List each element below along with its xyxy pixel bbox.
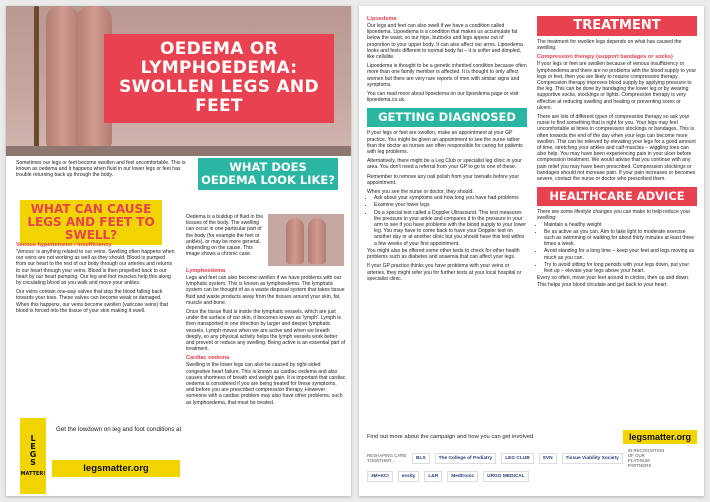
compression-paragraph-2: There are lots of different types of compression therapy so ask your nurse to find something that is right for you. Your legs may feel uncomfortable at times in compression stockings or bandages. This is often towards the end of the day when your legs can become more swollen. This can be relieved by elevating your legs for a good amount of time, stretching your ankles and calf muscles – wiggling toes can also help. You may have been experiencing pain in your ulcer before compression treatment. We would advise that you continue with any pain relief you may have been prescribed. Compression stockings or bandages should not increase pain. If your pain increases or becomes severe, contact the nurse or doctor who prescribed them. — [537, 114, 696, 183]
partner-logo: Tissue Viability Society — [562, 453, 623, 464]
healthcare-heading: HEALTHCARE ADVICE — [537, 187, 697, 206]
photo-leg-right — [308, 218, 326, 264]
partner-logo: SVN — [539, 453, 557, 464]
logos-row1-label: RESHAPING CARE TOGETHER... — [367, 453, 407, 463]
diag-paragraph-1: If your legs or feet are swollen, make an appointment at your GP practice. You might be given an appointment to see the nurse rather than the doctor as nurses are often responsible for caring for patients with leg problems. — [367, 130, 523, 156]
causes-heading: WHAT CAN CAUSE LEGS AND FEET TO SWELL? — [20, 200, 162, 245]
lymph-paragraph-1: Legs and feet can also become swollen if we have problems with our lymphatic system. This is known as lymphoedema. The lymphatic system can be thought of as a waste disposal system that takes tissue fluid and waste products away from the tissues around your skin, fat, muscle and bone. — [186, 275, 345, 306]
partner-logos — [367, 448, 697, 482]
diag-paragraph-4: When you see the nurse or doctor, they should: — [367, 189, 474, 196]
look-heading: WHAT DOES OEDEMA LOOK LIKE? — [198, 158, 338, 190]
diag-paragraph-3: Remember to remove any nail polish from your toenails before your appointment. — [367, 173, 520, 186]
diag-paragraph-5: You might also be offered some other tests to check for other health problems such as diabetes and anaemia that can affect your legs. — [367, 247, 520, 261]
floor — [6, 146, 351, 156]
venous-title: Venous hypertension / insufficiency — [16, 242, 112, 248]
page-title: OEDEMA OR LYMPHOEDEMA: SWOLLEN LEGS AND FEET — [104, 34, 334, 123]
venous-paragraph-1: 'Venous' is anything related to our veins. Swelling often happens when our veins are not working as well as they should. Blood is pumped from our heart to the rest of our body through our arteries and returns to our heart through your veins. Blood is then propelled back to our heart by our heart pumping. Our leg and foot muscles help this along by circulating blood as you walk and move your ankles. — [16, 249, 175, 287]
right-column-1 — [367, 16, 527, 282]
hc-paragraph-2: Every so often, move your feet around in circles, then up and down. This helps your blood circulate and get back to your heart. — [537, 275, 690, 288]
diag-paragraph-2: Alternatively, there might be a Leg Club or specialist leg clinic in your area. You don't need a referral from your GP to go to one of these. — [367, 158, 522, 171]
footer-line — [367, 430, 697, 444]
right-column-2 — [537, 16, 697, 288]
vert-word: MATTER! — [20, 470, 46, 477]
cardiac-paragraph: Swelling in the lower legs can also be caused by right-sided congestive heart failure. This is known as cardiac oedema and also causes shortness of breath and weight gain. It is important that cardiac oedema is considered if you are being treated for these symptoms, and before you are prescribed compression therapy. However someone with a cardiac problem may also have other problems, such as lymphoedema, that must be treated. — [186, 362, 346, 406]
oedema-photo — [268, 214, 344, 266]
logos-row2-label: IN RECOGNITION OF OUR PLATINUM PARTNERS — [627, 448, 665, 468]
partner-logo: Medtronic — [447, 471, 478, 482]
partner-logo: essity — [398, 471, 420, 482]
list-item: • Examine your lower legs — [374, 202, 527, 208]
compression-paragraph-1: If your legs or feet are swollen because of venous insufficiency or lymphoedema and there are no problems with the blood supply to your legs or feet, then you are likely to require compression therapy. Compression therapy improves blood supply by applying pressure to the leg. This can be done by bandaging the lower leg or by wearing supportive socks, stockings or tights. Compression therapy is very effective at reducing swelling and healing or preventing sores or ulcers. — [537, 61, 697, 111]
lymph-column — [186, 268, 346, 406]
partner-logo: The College of Podiatry — [435, 453, 497, 464]
vert-letter: S — [30, 457, 36, 467]
partner-logo: 3M+KCI — [367, 471, 393, 482]
cardiac-title: Cardiac oedema — [186, 355, 230, 362]
diag-paragraph-6: If your GP practice thinks you have problems with your veins or arteries, they might refer you for further tests at your local hospital or specialist clinic. — [367, 263, 522, 282]
lymph-paragraph-2: Once the tissue fluid is inside the lymphatic vessels, which are just under the surface of our skin, it becomes known as 'lymph'. Lymph is then transported in one direction by larger and deeper lymphatic vessels. Lymph moves when we are active and when we breath deeply, so any physical activity helps the lymph vessels work better and prevent or reduce any swelling. Being active is an essential part of treatment. — [186, 309, 346, 353]
compression-title: Compression therapy (support bandages or socks) — [537, 54, 673, 61]
list-item: • Be as active as you can. Aim to take light to moderate exercise such as swimming or walking for about thirty minutes at least three times a week. — [544, 229, 697, 248]
banner-text: Get the lowdown on leg and foot conditions at — [56, 426, 182, 433]
lipo-paragraph-1: Our legs and feet can also swell if we have a condition called lipoedema. Lipoedema is a condition that makes us accumulate fat below the waist, so our hips, buttocks and legs appear out of proportion to your upper body. It can also affect our arms. Lipoedema looks and feels different to normal body fat – it is softer and dimpled, like cellulite. — [367, 23, 523, 61]
lipo-title: Lipoedema — [367, 16, 397, 22]
banner-url-link[interactable]: legsmatter.org — [52, 460, 180, 477]
left-page — [6, 6, 351, 496]
partner-logo: URGO MEDICAL — [483, 471, 529, 482]
hc-paragraph-1: There are some lifestyle changes you can make to help reduce your swelling: — [537, 209, 691, 222]
vert-letter: E — [30, 441, 36, 451]
partner-logo: L&R — [424, 471, 442, 482]
list-item: • Do a special test called a Doppler Ultrasound. This test measures the pressure in your ankle and compares it to the pressure in your arm to see if you have problems with the blood supply to your lower leg. You may have to come back to have your Doppler test on another day or at another clinic but you should have this test within a few weeks of your first appointment. — [374, 210, 527, 247]
lymph-title: Lymphoedema — [186, 268, 226, 274]
treatment-heading: TREATMENT — [537, 16, 697, 36]
list-item: • Avoid standing for a long time – keep your feet and legs moving as much as you can. — [544, 248, 697, 260]
diagnosed-heading: GETTING DIAGNOSED — [367, 108, 527, 127]
diag-list — [367, 195, 527, 247]
footer-url-link[interactable]: legsmatter.org — [623, 430, 697, 444]
look-paragraph: Oedema is a buildup of fluid in the tissues of the body. The swelling can occur in one particular part of the body (for example the feet or ankles), or may be more general, depending on the cause. This image shows a chronic case. — [186, 214, 264, 258]
partner-logo: BLS — [412, 453, 430, 464]
footer-text: Find out more about the campaign and how you can get involved — [367, 434, 534, 440]
left-leg-image — [46, 6, 80, 148]
list-item: • Maintain a healthy weight — [544, 222, 697, 228]
lipo-paragraph-2: Lipoedema is thought to be a genetic inherited condition because often more than one family member is affected. It is thought to only affect women but there are very rare reports of men with similar signs and symptoms. — [367, 63, 527, 88]
hc-list — [537, 222, 697, 275]
vert-letter: G — [29, 449, 37, 459]
legs-matter-vertical-logo — [20, 418, 46, 494]
partner-logo: LEG CLUB — [501, 453, 534, 464]
list-item: • Ask about your symptoms and how long you have had problems — [374, 195, 527, 201]
intro-text: Sometimes our legs or feet become swollen and feel uncomfortable. This is known as oedema and it happens when fluid in our lower legs or feet has trouble returning back up through the body. — [16, 160, 186, 179]
venous-paragraph-2: Our veins contain one-way valves that stop the blood falling back towards your toes. These valves can become weak or damaged. When this happens, our veins become swollen (varicose veins) that blood is forced into the tissue of your skin making it swell. — [16, 289, 169, 314]
vert-letter: L — [30, 433, 36, 443]
photo-leg-left — [286, 218, 304, 264]
list-item: • Try to avoid sitting for long periods with your legs down, put your feet up – elevate your legs above your heart. — [544, 262, 697, 274]
causes-column — [16, 242, 176, 314]
right-page — [359, 6, 704, 496]
walking-cane — [34, 6, 39, 156]
treat-paragraph: The treatment for swollen legs depends on what has caused the swelling. — [537, 39, 682, 52]
lipo-paragraph-3: You can read more about lipoedema on our lipoedema page or visit lipoedema.co.uk. — [367, 91, 519, 104]
